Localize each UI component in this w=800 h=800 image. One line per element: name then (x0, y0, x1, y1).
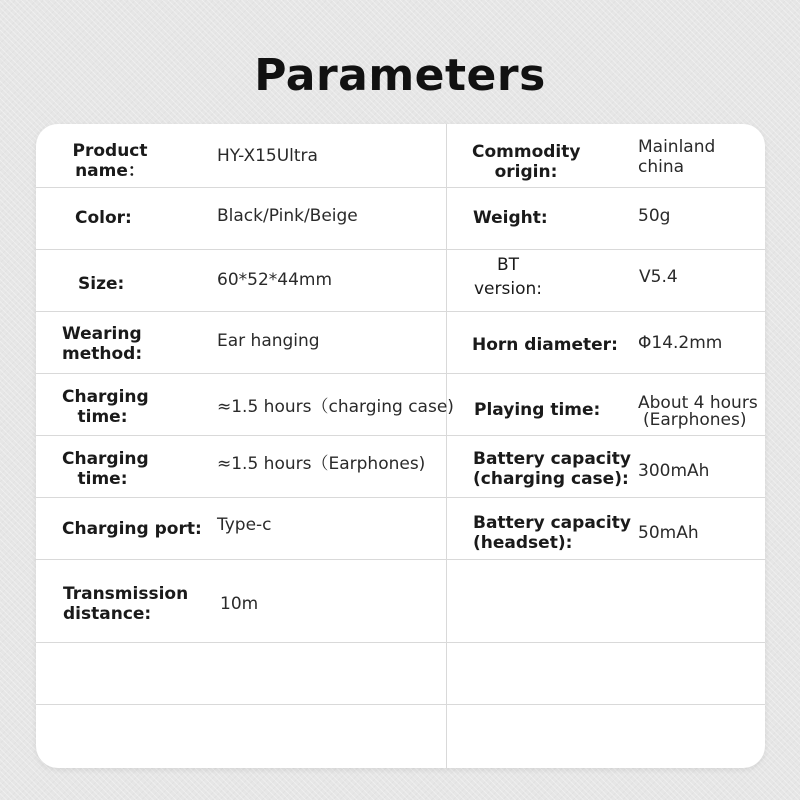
charging-port-value: Type-c (217, 515, 272, 535)
transmission-distance-value: 10m (220, 594, 259, 614)
product-name-label-line1: Product (72, 141, 148, 161)
battery-case-label-line2: (charging case): (473, 469, 629, 489)
row-divider (36, 559, 765, 560)
commodity-origin-value-line1: Mainland (638, 137, 716, 157)
color-value: Black/Pink/Beige (217, 206, 358, 226)
charging-time-case-label-line1: Charging (62, 387, 149, 407)
parameters-table (36, 124, 765, 768)
weight-label: Weight: (473, 208, 548, 228)
bt-version-label-line1: BT (496, 255, 520, 275)
product-name-label-line2: name： (75, 161, 145, 181)
wearing-method-value: Ear hanging (217, 331, 320, 351)
transmission-distance-label-line2: distance: (63, 604, 152, 624)
battery-headset-value: 50mAh (638, 523, 699, 543)
battery-case-label-line1: Battery capacity (473, 449, 631, 469)
product-name-value: HY-X15Ultra (217, 146, 318, 166)
column-divider (446, 124, 447, 768)
playing-time-value-line2: (Earphones) (643, 410, 747, 430)
size-value: 60*52*44mm (217, 270, 333, 290)
weight-value: 50g (638, 206, 671, 226)
row-divider (36, 435, 765, 436)
commodity-origin-label-line1: Commodity (472, 142, 581, 162)
charging-time-earphones-value: ≈1.5 hours（Earphones) (217, 454, 426, 474)
charging-time-case-label-line2: time: (77, 407, 128, 427)
battery-headset-label-line2: (headset): (473, 533, 573, 553)
page-title: Parameters (254, 50, 546, 101)
charging-port-label: Charging port: (62, 519, 202, 539)
transmission-distance-label-line1: Transmission (63, 584, 189, 604)
charging-time-case-value: ≈1.5 hours（charging case) (217, 397, 454, 417)
commodity-origin-value-line2: china (638, 157, 685, 177)
wearing-method-label-line1: Wearing (62, 324, 142, 344)
row-divider (36, 642, 765, 643)
row-divider (36, 311, 765, 312)
bt-version-value: V5.4 (639, 267, 678, 287)
playing-time-label: Playing time: (474, 400, 601, 420)
charging-time-earphones-label-line1: Charging (62, 449, 149, 469)
horn-diameter-label: Horn diameter: (472, 335, 618, 355)
battery-headset-label-line1: Battery capacity (473, 513, 631, 533)
battery-case-value: 300mAh (638, 461, 710, 481)
commodity-origin-label-line2: origin: (494, 162, 558, 182)
row-divider (36, 187, 765, 188)
color-label: Color: (75, 208, 132, 228)
row-divider (36, 249, 765, 250)
size-label: Size: (78, 274, 125, 294)
horn-diameter-value: Φ14.2mm (638, 333, 723, 353)
charging-time-earphones-label-line2: time: (77, 469, 128, 489)
row-divider (36, 497, 765, 498)
playing-time-value-line1: About 4 hours (638, 393, 758, 413)
bt-version-label-line2: version: (474, 279, 542, 299)
row-divider (36, 373, 765, 374)
row-divider (36, 704, 765, 705)
wearing-method-label-line2: method: (62, 344, 143, 364)
